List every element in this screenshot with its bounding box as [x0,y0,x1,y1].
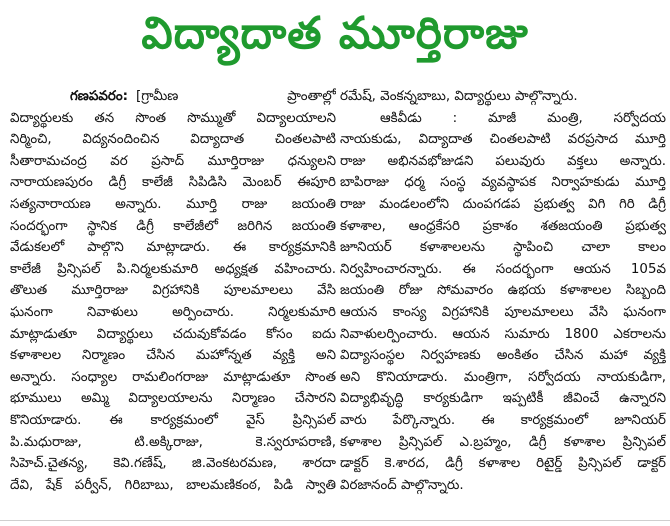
byline-place: గణపవరం: [70,89,128,104]
article-line: నారాయణపురం డిగ్రీ కాలేజీ సిపిడిసి మెంబర్ ఈపూరి [10,175,336,191]
article-line: విద్యార్థులకు తన సొంత సొమ్ముతో విద్యాలయాలని [10,110,336,126]
article-line: అని కొనియాడారు. మంత్రిగా, సర్వోదయ నాయకుడిగా, [340,369,666,385]
article-line: మాట్లాడుతూ విద్యార్థులు చదువుకోవడం కోసం ఐదు [10,326,336,342]
article-line: విద్యాభివృద్ధి కార్యకుడిగా ఇప్పటికీ జీవించే ఉన్నారని [340,391,666,407]
article-line: బాపిరాజు ధర్మ సంస్థ వ్యవస్థాపక నిర్వాహకుడు మూర్తి [340,175,666,191]
article-line: గణపవరం: [గ్రామీణ ప్రాంతాల్లో [70,89,336,104]
article-line: భూములు అమ్మి విద్యాలయాలను నిర్మాణం చేసారని [10,391,336,407]
article-line: ఆయన కాంస్య విగ్రహానికి పూలమాలలు వేసి ఘనంగా [340,304,666,320]
article-line: జయంతి రోజు సోమవారం ఉభయ కళాశాలల సిబ్బంది [340,283,666,299]
article-line: రాజు మండలంలోని దుంపగడప ప్రభుత్వ విగి గిరి డిగ్రీ [340,196,666,212]
article-line: పి.మధురాజు, టి.అక్కిరాజు, కె.స్వరూపరాణి, [10,434,336,450]
article-line: డాక్టర్ కె.శారద, డిగ్రీ కళాశాల రిటైర్డ్ ప్రిన్సిపల్ డాక్టర్ [340,456,666,472]
article-line: నివాళులర్పించారు. ఆయన సుమారు 1800 ఎకరాలను [340,326,666,342]
article-line: రాజు అభినవభోజుడని పలువురు వక్తలు అన్నారు. [340,153,666,169]
headline-banner [0,0,670,78]
article-line: ఘనంగా నివాళులు అర్పించారు. నిర్మలకుమారి [10,304,336,320]
article-line: కొనియాడారు. ఈ కార్యక్రమంలో వైస్ ప్రిన్సిపల్ [10,412,336,428]
right-column [340,86,666,496]
article-line: తొలుత మూర్తిరాజు విగ్రహానికి పూలమాలలు వేసి [10,283,336,299]
left-column [10,86,336,496]
article-line: నిర్వహించారన్నారు. ఈ సందర్భంగా ఆయన 105వ [340,261,666,277]
article-line: వారు పేర్కొన్నారు. ఈ కార్యక్రమంలో జూనియర్ [340,412,666,428]
article-line: అన్నారు. సంధ్యాల రామలింగరాజు మాట్లాడుతూ సొంత [10,369,336,385]
article-line: జూనియర్ కళాశాలలను స్థాపించి చాలా కాలం [340,240,666,256]
article-line: సత్యనారాయణ అన్నారు. మూర్తి రాజు జయంతి [10,196,336,212]
article-line: విరజానంద్ పాల్గొన్నారు. [340,477,464,493]
article-line: రమేష్, వెంకన్నబాబు, విద్యార్థులు పాల్గొన్నారు. [340,89,578,104]
article-line: సీతారామచంద్ర వర ప్రసాద్ మూర్తిరాజు ధన్యులని [10,153,336,169]
article-line: నిర్మించి, విద్యనందించిన విద్యాదాత చింతలపాటి [10,132,336,148]
article-line: నాయకుడు, విద్యాదాత చింతలపాటి వరప్రసాద మూర్తి [340,132,666,148]
article-line: కళాశాల ప్రిన్సిపల్ ఎ.బ్రహ్మం, డిగ్రీ కళాశాల ప్రిన్సిపల్ [340,434,666,450]
article-line: సందర్భంగా స్థానిక డిగ్రీ కాలేజీలో జరిగిన జయంతి [10,218,336,234]
article-line: విద్యాసంస్థల నిర్వహణకు అంకితం చేసిన మహా వ్యక్తి [340,348,666,364]
article-line: ఆకివీడు : మాజీ మంత్రి, సర్వోదయ [380,110,666,126]
article-line: దేవి, షేక్ పర్వీన్, గిరిబాబు, బాలమణికంఠ, పిడి స్వాతి [10,477,336,493]
article-line: సిహెచ్.చైతన్య, కెవి.గణేష్, జి.వెంకటరమణ, శారదా [10,456,336,472]
headline: విద్యాదాత మూర్తిరాజు [141,8,529,59]
article-line: కళాశాల, ఆంధ్రకేసరి ప్రకాశం శతజయంతి ప్రభుత్వ [340,218,666,234]
bottom-divider [0,520,670,521]
article-line: వేడుకలలో పాల్గొని మాట్లాడారు. ఈ కార్యక్రమానికి [10,240,336,256]
article-line: కాలేజీ ప్రిన్సిపల్ పి.నిర్మలకుమారి అధ్యక్షత వహించారు. [10,261,336,277]
article-line: కళాశాలల నిర్మాణం చేసిన మహోన్నత వ్యక్తి అని [10,348,336,364]
